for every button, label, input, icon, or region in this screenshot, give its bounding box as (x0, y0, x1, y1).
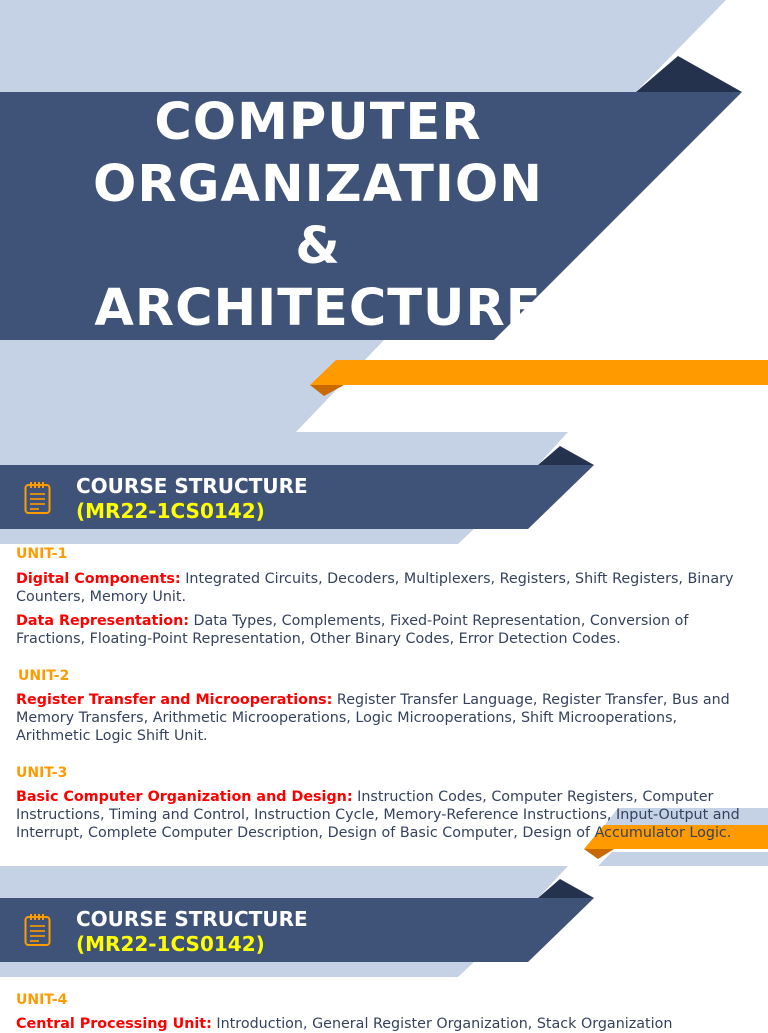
course-structure-label: COURSE STRUCTURE (76, 907, 308, 931)
topic-heading: Digital Components: (16, 571, 181, 587)
topic-text: Instruction Codes, Computer Registers, Computer Instructions, Timing and Control, Instruction Cycle, Memory-Reference Instructions, Input-Output and Interrupt, Complete Computer Description, Design of Basic Computer, Design of Accumulator Logic. (16, 789, 740, 841)
unit-3-label: UNIT-3 (16, 765, 68, 781)
title-line: & (295, 217, 341, 276)
course-structure-heading (76, 474, 308, 524)
unit-3-topic-basic-computer (16, 788, 754, 842)
course-code: (MR22-1CS0142) (76, 932, 265, 956)
topic-heading: Data Representation: (16, 613, 189, 629)
topic-text: Data Types, Complements, Fixed-Point Representation, Conversion of Fractions, Floating-Point Representation, Other Binary Codes, Error Detection Codes. (16, 613, 689, 647)
topic-heading: Central Processing Unit: (16, 1016, 212, 1032)
course-title (0, 92, 636, 340)
topic-text: Integrated Circuits, Decoders, Multiplexers, Registers, Shift Registers, Binary Counters, Memory Unit. (16, 571, 734, 605)
topic-text: Register Transfer Language, Register Transfer, Bus and Memory Transfers, Arithmetic Microoperations, Logic Microoperations, Shift Microoperations, Arithmetic Logic Shift Unit. (16, 692, 730, 744)
notepad-icon (24, 481, 52, 515)
title-line: ORGANIZATION (93, 155, 543, 214)
unit-4-topic-cpu (16, 1015, 754, 1033)
title-line: COMPUTER (154, 93, 482, 152)
title-line: ARCHITECTURE (94, 279, 542, 338)
course-structure-heading-2 (76, 907, 308, 957)
topic-heading: Basic Computer Organization and Design: (16, 789, 353, 805)
topic-text: Introduction, General Register Organization, Stack Organization (211, 1016, 673, 1032)
unit-1-topic-digital-components (16, 570, 754, 606)
unit-1-label: UNIT-1 (16, 546, 68, 562)
unit-2-label: UNIT-2 (18, 668, 70, 684)
unit-2-topic-register-transfer (16, 691, 754, 745)
topic-heading: Register Transfer and Microoperations: (16, 692, 333, 708)
notepad-icon (24, 913, 52, 947)
unit-1-topic-data-representation (16, 612, 754, 648)
unit-4-label: UNIT-4 (16, 992, 68, 1008)
course-code: (MR22-1CS0142) (76, 499, 265, 523)
course-structure-label: COURSE STRUCTURE (76, 474, 308, 498)
